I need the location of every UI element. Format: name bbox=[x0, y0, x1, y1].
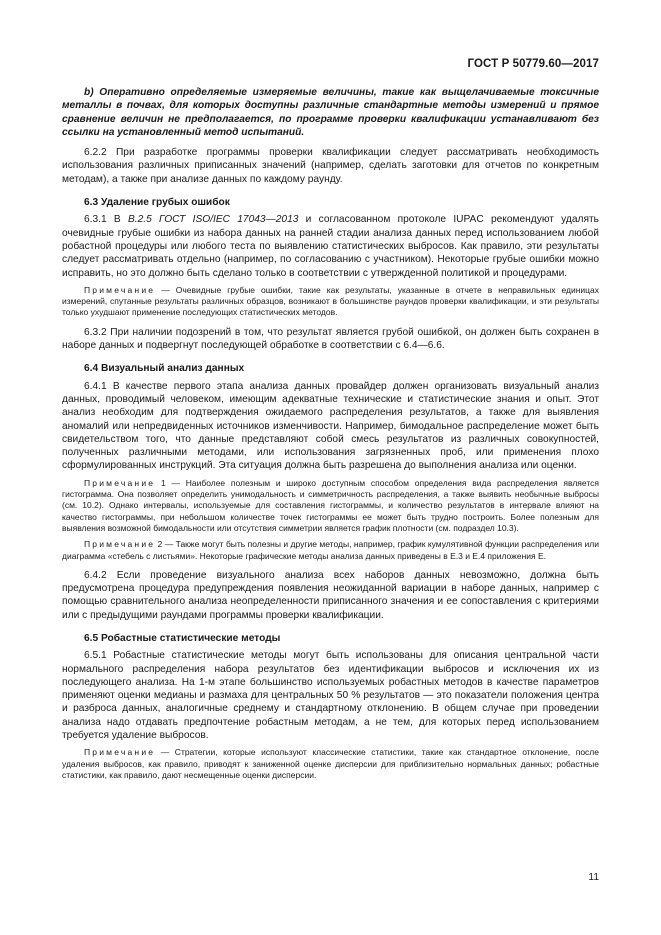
heading-6-5: 6.5 Робастные статистические методы bbox=[84, 632, 281, 644]
note-label: Примечание bbox=[84, 539, 156, 550]
reference-gost-17043: В.2.5 ГОСТ ISO/IEC 17043—2013 bbox=[127, 214, 299, 226]
note-text: 2 — Также могут быть полезны и другие методы, например, график кумулятивной функции распределения или диаграмма «стебель с листьями». Некоторые графические методы анализа данных приведены в Е.3 и Е.4 приложения Е. bbox=[62, 539, 599, 561]
paragraph-6-3-1 bbox=[62, 213, 599, 279]
note-label: Примечание bbox=[84, 284, 156, 295]
note-text: — Очевидные грубые ошибки, такие как результаты, указанные в отчете в неправильных единицах измерений, спутанные результаты различных образцов, возникают в большинстве раундов проверки квалификации, и эти результаты только ухудшают применение последующих статистических методов. bbox=[62, 284, 599, 318]
paragraph-6-3-2: 6.3.2 При наличии подозрений в том, что результат является грубой ошибкой, он должен быть сохранен в наборе данных и подвергнут последующей обработке в соответствии с 6.4—6.6. bbox=[62, 326, 599, 352]
note-6-4-2 bbox=[62, 539, 599, 562]
note-label: Примечание bbox=[84, 747, 156, 758]
paragraph-6-3-1-start: 6.3.1 В bbox=[84, 214, 128, 226]
note-text: 1 — Наиболее полезным и широко доступным способом определения вида распределения является гистограмма. Она позволяет определить унимодальность и симметричность распределения, а также выявить необычные выбросы (см. 10.2). Однако интервалы, используемые для составления гистограммы, и количество результатов в интервале влияют на качество гистограммы, при небольшом количестве точек гистограммы ее может быть трудно построить. Более полезным для выявления возможной бимодальности или отсутствия симметрии является график плотности (см. подраздел 10.3). bbox=[62, 477, 599, 533]
note-text: — Стратегии, которые используют классические статистики, такие как стандартное отклонение, после удаления выбросов, как правило, приводят к заниженной оценке дисперсии для приблизительно нормальных данных; робастные статистики, как правило, дают несмещенные оценки дисперсии. bbox=[62, 747, 599, 780]
note-6-3 bbox=[62, 285, 599, 319]
note-label: Примечание bbox=[84, 477, 156, 488]
paragraph-6-5-1: 6.5.1 Робастные статистические методы могут быть использованы для описания центральной части нормального распределения набора результатов без идентификации выбросов и исключения их из последующего анализа. На 1-м этапе большинство используемых робастных методов в качестве параметров применяют оценки медианы и размаха для центральных 50 % результатов — это показатели положения центра и разброса данных, аналогичные среднему и стандартному отклонению. В общем случае при проведении анализа надо отдавать предпочтение робастным методам, а не тем, для которых перед использованием требуется удаление выбросов. bbox=[62, 650, 599, 742]
paragraph-b: b) Оперативно определяемые измеряемые величины, такие как выщелачиваемые токсичные металлы в почвах, для которых доступны различные стандартные методы измерений и прямое сравнение величин не предполагается, по программе проверки квалификации устанавливают без ссылки на установленный метод испытаний. bbox=[62, 87, 599, 138]
note-6-4-1 bbox=[62, 478, 599, 534]
heading-6-3: 6.3 Удаление грубых ошибок bbox=[84, 197, 230, 209]
standard-header: ГОСТ Р 50779.60—2017 bbox=[467, 58, 599, 70]
paragraph-6-3-1-rest: и согласованном протоколе IUPAC рекомендуют удалять очевидные грубые ошибки из набора данных на ранней стадии анализа данных перед использованием любой робастной процедуры или любого теста по выявлению статистических выбросов. Как правило, эти результаты следует рассматривать отдельно (например, по согласованию с участником). Некоторые грубые ошибки можно исправить, но это должно быть сделано только в соответствии с утвержденной политикой и процедурами. bbox=[62, 214, 599, 279]
paragraph-6-2-2: 6.2.2 При разработке программы проверки квалификации следует рассматривать необходимость использования различных приписанных значений (например, сделать заготовки для отчетов по конкретным методам), а также при анализе данных по каждому раунду. bbox=[62, 147, 599, 185]
paragraph-6-4-2: 6.4.2 Если проведение визуального анализа всех наборов данных невозможно, должна быть предусмотрена процедура предупреждения появления неожиданной вариации в наборе данных, например с помощью сравнительного анализа неопределенности приписанного значения и ее сопоставления с критериями или с предыдущими раундами программы проверки квалификации. bbox=[62, 569, 599, 621]
paragraph-6-4-1: 6.4.1 В качестве первого этапа анализа данных провайдер должен организовать визуальный анализ данных, проводимый человеком, имеющим адекватные технические и статистические знания и опыт. Этот анализ необходим для подтверждения ожидаемого распределения результатов, а также для выявления аномалий или непредвиденных источников изменчивости. Например, бимодальное распределение может быть свидетельством того, что данные представляют собой смесь результатов из различных совокупностей, полученных различными методами, или использования загрязненных проб, или применения плохо сформулированных инструкций. Эта ситуация должна быть разрешена до выполнения анализа или оценки. bbox=[62, 380, 599, 472]
page-content bbox=[62, 86, 599, 781]
page-number: 11 bbox=[588, 872, 599, 883]
heading-6-4: 6.4 Визуальный анализ данных bbox=[84, 363, 245, 375]
note-6-5 bbox=[62, 747, 599, 781]
